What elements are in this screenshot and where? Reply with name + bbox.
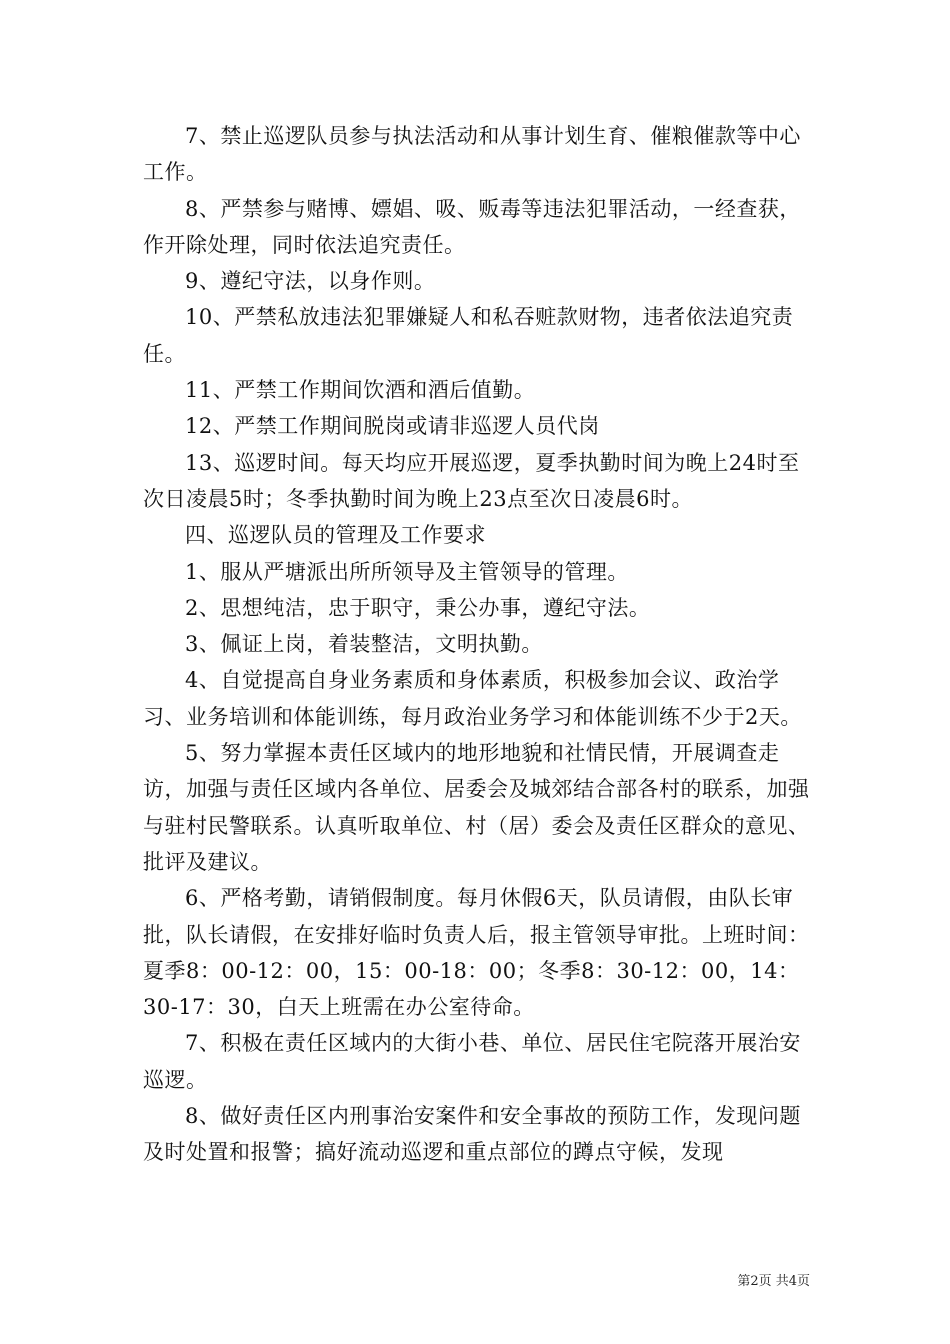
paragraph-rule-12: 12、严禁工作期间脱岗或请非巡逻人员代岗 bbox=[185, 414, 600, 439]
paragraph-requirement-3: 3、佩证上岗，着装整洁，文明执勤。 bbox=[185, 632, 543, 657]
paragraph-requirement-1: 1、服从严塘派出所所领导及主管领导的管理。 bbox=[185, 559, 629, 584]
paragraph-rule-11: 11、严禁工作期间饮酒和酒后值勤。 bbox=[185, 378, 536, 403]
paragraph-rule-10: 10、严禁私放违法犯罪嫌疑人和私吞赃款财物，违者依法追究责任。 bbox=[143, 305, 794, 366]
paragraph-requirement-4: 4、自觉提高自身业务素质和身体素质，积极参加会议、政治学习、业务培训和体能训练，每月政治业务学习和体能训练不少于2天。 bbox=[143, 668, 802, 729]
paragraph-requirement-2: 2、思想纯洁，忠于职守，秉公办事，遵纪守法。 bbox=[185, 595, 651, 620]
paragraph-rule-13: 13、巡逻时间。每天均应开展巡逻，夏季执勤时间为晚上24时至次日凌晨5时；冬季执勤时间为晚上23点至次日凌晨6时。 bbox=[143, 450, 800, 511]
paragraph-requirement-7: 7、积极在责任区域内的大街小巷、单位、居民住宅院落开展治安巡逻。 bbox=[143, 1031, 801, 1092]
section-heading-4: 四、巡逻队员的管理及工作要求 bbox=[185, 523, 486, 548]
document-body bbox=[143, 118, 811, 1171]
paragraph-rule-8: 8、严禁参与赌博、嫖娼、吸、贩毒等违法犯罪活动，一经查获，作开除处理，同时依法追究责任。 bbox=[143, 196, 801, 257]
page-number: 第2页 共4页 bbox=[737, 1274, 810, 1289]
paragraph-rule-9: 9、遵纪守法，以身作则。 bbox=[185, 269, 436, 294]
paragraph-requirement-8: 8、做好责任区内刑事治安案件和安全事故的预防工作，发现问题及时处置和报警；搞好流动巡逻和重点部位的蹲点守候，发现 bbox=[143, 1104, 801, 1165]
paragraph-requirement-5: 5、努力掌握本责任区域内的地形地貌和社情民情，开展调查走访，加强与责任区域内各单位、居委会及城郊结合部各村的联系，加强与驻村民警联系。认真听取单位、村（居）委会及责任区群众的意见、批评及建议。 bbox=[143, 741, 810, 874]
paragraph-rule-7: 7、禁止巡逻队员参与执法活动和从事计划生育、催粮催款等中心工作。 bbox=[143, 124, 801, 185]
paragraph-requirement-6: 6、严格考勤，请销假制度。每月休假6天，队员请假，由队长审批，队长请假，在安排好临时负责人后，报主管领导审批。上班时间：夏季8：00-12：00，15：00-18：00；冬季8：30-12：00，14：30-17：30，白天上班需在办公室待命。 bbox=[143, 886, 810, 1020]
